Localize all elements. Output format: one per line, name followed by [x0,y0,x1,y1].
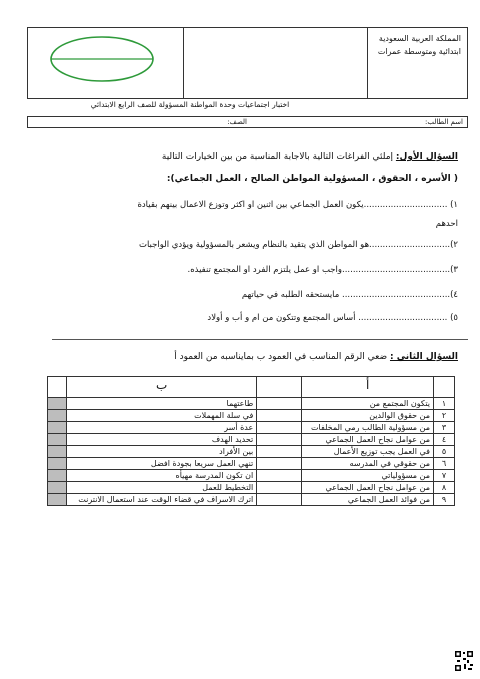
col-b-cell: ان تكون المدرسة مهيأه [67,470,257,482]
school-info [366,32,461,58]
col-b-cell: عدة أسر [67,422,257,434]
col-a-cell: من حقوقي في المدرسه [302,458,434,470]
column-gap [257,434,302,446]
column-gap [257,470,302,482]
question2-instruction: ضعي الرقم المناسب في العمود ب بمايناسبه من العمود أ [174,352,388,362]
col-b-cell: اترك الاسراف في قضاء الوقت عند استعمال الانترنت [67,494,257,506]
matching-row [48,434,455,446]
col-a-cell: يتكون المجتمع من [302,398,434,410]
column-gap [257,422,302,434]
matching-header-row [48,377,455,398]
row-number: ٦ [434,458,455,470]
school-line-1: المملكة العربية السعودية [378,34,461,43]
column-gap [257,446,302,458]
student-name-label[interactable]: اسم الطالب: [424,118,463,126]
matching-row [48,446,455,458]
col-b-cell: تنهي العمل سريعا بجودة افضل [67,458,257,470]
question1-instruction: إملئي الفراغات التالية بالاجابة المناسبة من بين الخيارات التالية [161,152,394,162]
answer-box-b[interactable] [48,410,67,422]
qr-code-icon [454,650,474,672]
col-a-cell: من مسؤولية الطالب رمي المخلفات [302,422,434,434]
answer-box-b[interactable] [48,458,67,470]
row-number: ٨ [434,482,455,494]
header-box [27,27,468,99]
row-number: ٥ [434,446,455,458]
col-b-cell: التخطيط للعمل [67,482,257,494]
col-a-cell: من عوامل نجاح العمل الجماعي [302,482,434,494]
col-a-cell: من عوامل نجاح العمل الجماعي [302,434,434,446]
fill-item-5[interactable]: ٥) ................................. أساس المجتمع وتتكون من ام و أب و أولاد [207,313,458,323]
matching-row [48,458,455,470]
fill-item-2[interactable]: ٢)..............................هو المواطن الذي يتقيد بالنظام ويشعر بالمسؤولية ويؤدي الواجبات [138,240,458,250]
row-number: ٢ [434,410,455,422]
answer-box-b[interactable] [48,494,67,506]
row-number: ١ [434,398,455,410]
col-a-cell: من مسؤولياتي [302,470,434,482]
logo-cell [28,28,184,98]
section-divider [52,339,468,340]
question1-heading [162,152,458,162]
matching-body [48,398,455,506]
answer-box-b[interactable] [48,446,67,458]
logo-icon [28,28,183,98]
matching-row [48,398,455,410]
fill-item-1-cont: احدهم [435,219,458,229]
school-cell [368,28,467,98]
col-b-cell: طاعتهما [67,398,257,410]
column-gap [257,458,302,470]
question2-title: السؤال الثاني : [389,352,458,362]
blank-cell [183,28,368,98]
answer-box-b[interactable] [48,434,67,446]
answer-box-b[interactable] [48,482,67,494]
exam-subtitle: اختبار اجتماعيات وحدة المواطنة المسؤولة للصف الرابع الابتدائي [90,100,290,109]
col-b-answer-header [48,377,67,398]
matching-table [47,376,455,506]
row-number: ٧ [434,470,455,482]
matching-row [48,410,455,422]
class-label[interactable]: الصف: [227,118,247,126]
col-a-cell: في العمل يجب توزيع الأعمال [302,446,434,458]
school-line-2: ابتدائية ومتوسطة عمرات [377,47,461,56]
question2-heading [174,352,458,362]
answer-box-b[interactable] [48,422,67,434]
row-number: ٤ [434,434,455,446]
col-b-cell: بين الأفراد [67,446,257,458]
column-gap [257,377,302,398]
col-b-header: ب [67,377,257,398]
col-a-cell: من فوائد العمل الجماعي [302,494,434,506]
fill-item-1[interactable]: ١) ...............................يكون العمل الجماعي بين اثنين او اكثر وتوزع الاعمال بينهم بقيادة [137,200,458,210]
column-gap [257,494,302,506]
col-a-cell: من حقوق الوالدين [302,410,434,422]
row-number: ٣ [434,422,455,434]
col-a-num-header [434,377,455,398]
fill-item-3[interactable]: ٣)........................................واجب او عمل يلتزم الفرد او المجتمع تنفيذه. [187,265,458,275]
column-gap [257,398,302,410]
col-a-header: أ [302,377,434,398]
question1-title: السؤال الأول: [395,152,458,162]
col-b-cell: تحديد الهدف [67,434,257,446]
column-gap [257,482,302,494]
matching-row [48,470,455,482]
answer-box-b[interactable] [48,398,67,410]
fill-item-4[interactable]: ٤)........................................ مايستحقه الطلبه في حياتهم [241,290,458,300]
row-number: ٩ [434,494,455,506]
matching-row [48,494,455,506]
matching-row [48,422,455,434]
student-name-bar [27,116,468,128]
question1-choices: ( الأسره ، الحقوق ، المسؤولية المواطن الصالح ، العمل الجماعي): [166,174,458,184]
col-b-cell: في سلة المهملات [67,410,257,422]
column-gap [257,410,302,422]
answer-box-b[interactable] [48,470,67,482]
matching-row [48,482,455,494]
